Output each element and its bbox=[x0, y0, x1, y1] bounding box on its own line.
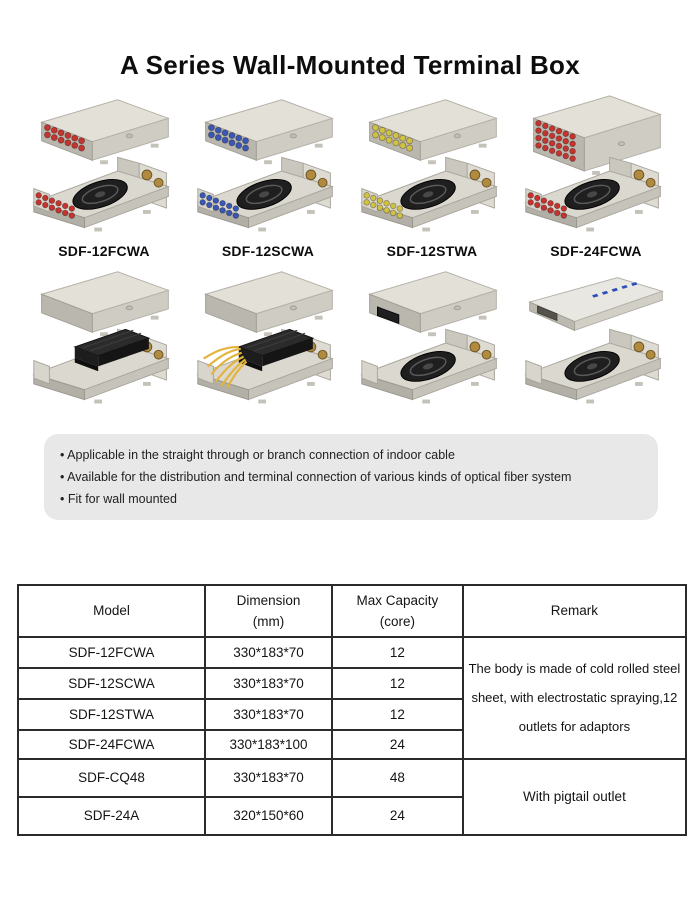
cell-model: SDF-24FCWA bbox=[18, 730, 205, 759]
closed-box-illustration bbox=[42, 272, 169, 336]
page-title: A Series Wall-Mounted Terminal Box bbox=[120, 50, 580, 80]
cell-capacity: 24 bbox=[332, 730, 463, 759]
cell-dimension: 330*183*70 bbox=[205, 759, 332, 797]
cell-dimension: 330*183*70 bbox=[205, 668, 332, 699]
col-header-model: Model bbox=[18, 585, 205, 637]
cell-dimension: 330*183*70 bbox=[205, 699, 332, 730]
table-row bbox=[18, 637, 686, 668]
col-header-capacity: Max Capacity (core) bbox=[332, 585, 463, 637]
terminal-box-photo bbox=[354, 93, 510, 239]
spec-table bbox=[17, 584, 687, 836]
cell-dimension: 330*183*70 bbox=[205, 637, 332, 668]
terminal-box-photo bbox=[518, 265, 674, 411]
table-row bbox=[18, 759, 686, 797]
product-card bbox=[518, 265, 674, 411]
terminal-box-photo bbox=[354, 265, 510, 411]
product-card bbox=[190, 93, 346, 259]
cell-dimension: 330*183*100 bbox=[205, 730, 332, 759]
product-card bbox=[518, 93, 674, 259]
cell-remark-group: The body is made of cold rolled steel sheet, with electrostatic spraying,12 outlets for adaptors bbox=[463, 637, 686, 759]
product-card bbox=[26, 93, 182, 259]
product-label: SDF-12SCWA bbox=[221, 243, 315, 260]
feature-item: • Applicable in the straight through or branch connection of indoor cable bbox=[60, 447, 455, 462]
cell-model: SDF-12STWA bbox=[18, 699, 205, 730]
cell-capacity: 12 bbox=[332, 637, 463, 668]
cell-model: SDF-12SCWA bbox=[18, 668, 205, 699]
product-label: SDF-12STWA bbox=[386, 243, 478, 260]
product-card bbox=[26, 265, 182, 411]
product-label: SDF-12FCWA bbox=[58, 243, 150, 260]
cell-capacity: 24 bbox=[332, 797, 463, 835]
cell-capacity: 12 bbox=[332, 699, 463, 730]
feature-item: • Fit for wall mounted bbox=[60, 491, 177, 506]
closed-box-illustration bbox=[370, 272, 497, 336]
closed-box-illustration bbox=[206, 272, 333, 336]
terminal-box-photo bbox=[26, 93, 182, 239]
col-header-dimension: Dimension (mm) bbox=[205, 585, 332, 637]
product-grid-row1 bbox=[0, 93, 700, 259]
table-header-row bbox=[18, 585, 686, 637]
cell-capacity: 12 bbox=[332, 668, 463, 699]
features-panel bbox=[44, 434, 658, 520]
cell-model: SDF-CQ48 bbox=[18, 759, 205, 797]
product-card bbox=[354, 93, 510, 259]
product-card bbox=[190, 265, 346, 411]
product-card bbox=[354, 265, 510, 411]
cell-remark-group: With pigtail outlet bbox=[463, 759, 686, 835]
product-grid-row2 bbox=[0, 265, 700, 411]
product-label: SDF-24FCWA bbox=[550, 243, 642, 260]
cell-capacity: 48 bbox=[332, 759, 463, 797]
terminal-box-photo bbox=[26, 265, 182, 411]
terminal-box-photo bbox=[518, 93, 674, 239]
cell-dimension: 320*150*60 bbox=[205, 797, 332, 835]
closed-box-flat-illustration bbox=[530, 278, 663, 331]
terminal-box-photo bbox=[190, 265, 346, 411]
cell-model: SDF-24A bbox=[18, 797, 205, 835]
terminal-box-photo bbox=[190, 93, 346, 239]
cell-model: SDF-12FCWA bbox=[18, 637, 205, 668]
feature-item: • Available for the distribution and terminal connection of various kinds of optical fiber system bbox=[60, 469, 572, 484]
col-header-remark: Remark bbox=[463, 585, 686, 637]
